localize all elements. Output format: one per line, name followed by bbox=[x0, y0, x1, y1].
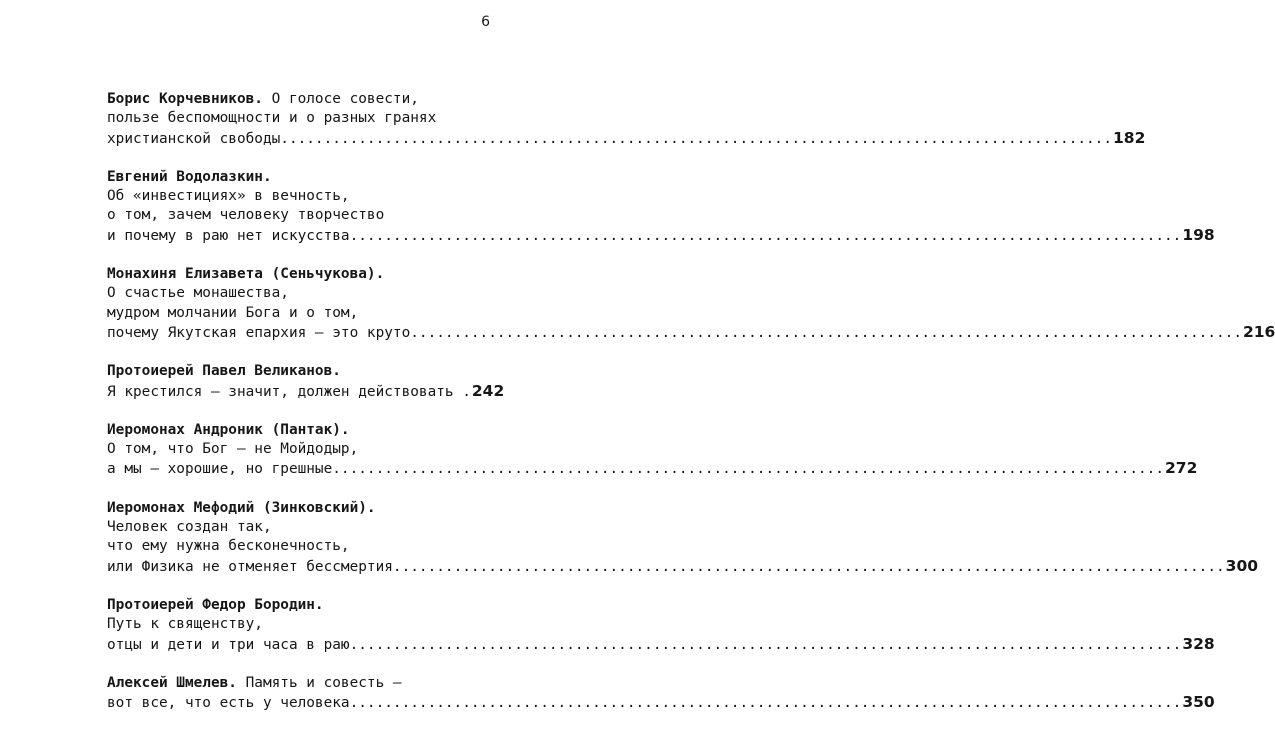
entry-author: Протоиерей Павел Великанов. bbox=[107, 363, 341, 380]
entry-text: О счастье монашества, bbox=[107, 285, 289, 302]
entry-page-number: 272 bbox=[1165, 459, 1198, 478]
entry-last-line bbox=[107, 693, 1215, 712]
entry-text: почему Якутская епархия — это круто bbox=[107, 324, 411, 341]
entry-author: Монахиня Елизавета (Сеньчукова). bbox=[107, 266, 385, 283]
entry-page-number: 242 bbox=[471, 381, 505, 400]
entry-text: что ему нужна бесконечность, bbox=[107, 538, 350, 555]
entry-text: Путь к священству, bbox=[107, 616, 263, 633]
entry-text: О голосе совести, bbox=[262, 91, 419, 107]
entry-page-number: 216 bbox=[1242, 322, 1275, 341]
table-of-contents bbox=[107, 90, 1275, 732]
entry-last-line bbox=[107, 225, 1215, 245]
dot-leader bbox=[393, 558, 1225, 577]
entry-text: пользе беспомощности и о разных гранях bbox=[107, 110, 437, 127]
entry-text: отцы и дети и три часа в раю bbox=[107, 636, 350, 653]
entry-text: Человек создан так, bbox=[107, 519, 272, 536]
entry-first-line bbox=[107, 674, 481, 693]
entry-first-line bbox=[107, 90, 481, 109]
entry-author: Борис Корчевников. bbox=[107, 91, 263, 107]
dot-leader bbox=[410, 324, 1242, 343]
toc-entry[interactable] bbox=[107, 168, 1215, 245]
entry-text: о том, зачем человеку творчество bbox=[107, 207, 385, 224]
toc-entry[interactable] bbox=[107, 421, 1198, 479]
entry-author: Иеромонах Андроник (Пантак). bbox=[107, 421, 350, 438]
entry-last-line bbox=[107, 459, 1198, 478]
entry-last-line bbox=[107, 322, 1275, 342]
entry-last-line bbox=[107, 381, 505, 401]
toc-entry[interactable] bbox=[107, 265, 1275, 342]
entry-text: и почему в раю нет искусства bbox=[107, 227, 350, 244]
toc-entry[interactable] bbox=[107, 674, 1215, 713]
entry-text: вот все, что есть у человека bbox=[107, 695, 350, 712]
entry-last-line bbox=[107, 634, 1215, 654]
dot-leader bbox=[332, 460, 1164, 479]
dot-leader bbox=[350, 636, 1182, 655]
entry-text: христианской свободы bbox=[107, 130, 281, 147]
entry-author: Евгений Водолазкин. bbox=[107, 168, 272, 185]
toc-entry[interactable] bbox=[107, 499, 1259, 576]
toc-entry[interactable] bbox=[107, 90, 1146, 148]
entry-text: О том, что Бог — не Мойдодыр, bbox=[107, 441, 359, 458]
entry-last-line bbox=[107, 128, 1146, 148]
entry-text: а мы — хорошие, но грешные bbox=[107, 461, 333, 478]
entry-last-line bbox=[107, 556, 1259, 576]
toc-entry[interactable] bbox=[107, 362, 505, 401]
entry-text: Об «инвестициях» в вечность, bbox=[107, 188, 350, 205]
dot-leader bbox=[350, 694, 1182, 713]
page-number: 6 bbox=[481, 14, 490, 30]
dot-leader bbox=[350, 227, 1182, 246]
entry-author: Иеромонах Мефодий (Зинковский). bbox=[107, 499, 376, 516]
entry-page-number: 182 bbox=[1113, 128, 1146, 147]
dot-leader bbox=[280, 130, 1112, 149]
entry-author: Алексей Шмелев. bbox=[107, 674, 237, 691]
entry-text: Память и совесть — bbox=[236, 674, 402, 691]
entry-page-number: 328 bbox=[1182, 634, 1215, 653]
toc-entry[interactable] bbox=[107, 596, 1215, 654]
entry-page-number: 300 bbox=[1225, 556, 1259, 575]
entry-text: или Физика не отменяет бессмертия bbox=[107, 558, 393, 575]
entry-text: Я крестился — значит, должен действовать . bbox=[107, 383, 471, 400]
entry-page-number: 198 bbox=[1182, 225, 1215, 244]
entry-author: Протоиерей Федор Бородин. bbox=[107, 596, 324, 613]
entry-page-number: 350 bbox=[1182, 693, 1215, 712]
entry-text: мудром молчании Бога и о том, bbox=[107, 304, 359, 321]
